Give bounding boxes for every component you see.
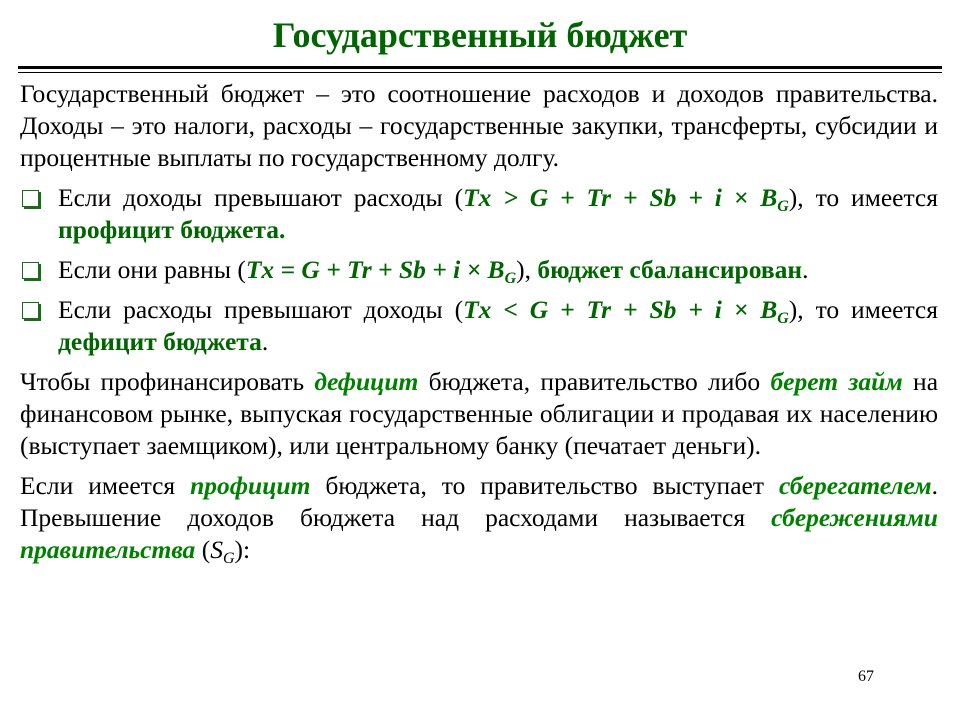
term-borrow: берет займ: [770, 367, 903, 396]
term-government-savings: сбережениями правительства: [20, 503, 938, 564]
bullet-deficit: Если расходы превышают доходы $(Tx < G + Tr + Sb + i \times B_G)$, то имеется дефицит бюджета.: [20, 294, 938, 358]
bullet-balanced: Если они равны $(Tx = G + Tr + Sb + i \times B_G)$, бюджет сбалансирован.: [20, 254, 938, 286]
title-divider-thick: [18, 66, 942, 69]
bullet-balanced-text2: ),: [516, 255, 538, 284]
savings-symbol: $S_G$: [210, 535, 235, 567]
bullet-surplus-text: Если доходы превышают расходы (: [58, 183, 464, 212]
bullet-deficit-text: Если расходы превышают доходы (: [58, 295, 464, 324]
bullet-deficit-text2: ), то имеется: [788, 295, 938, 324]
checkbox-bullet-icon: [22, 190, 39, 207]
term-surplus: профицит: [190, 471, 311, 500]
bullet-surplus-text2: ), то имеется: [788, 183, 938, 212]
slide-body: [20, 78, 938, 566]
surplus-savings-paragraph: Если имеется профицит бюджета, то правительство выступает сберегателем. Превышение доходов бюджета над расходами называется сбережениями правительства $(S_G)$:: [20, 471, 938, 567]
balanced-term: бюджет сбалансирован: [537, 255, 803, 284]
term-saver: сберегателем: [778, 471, 932, 500]
surplus-term: профицит бюджета: [58, 215, 279, 244]
slide-title: Государственный бюджет: [272, 15, 688, 55]
bullet-surplus: Если доходы превышают расходы $(Tx > G + Tr + Sb + i \times B_G)$, то имеется профицит бюджета.: [20, 182, 938, 246]
deficit-term: дефицит бюджета: [58, 327, 262, 356]
checkbox-bullet-icon: [22, 302, 39, 319]
checkbox-bullet-icon: [22, 262, 39, 279]
title-divider-thin: [18, 72, 942, 73]
page-number: 67: [858, 668, 874, 685]
definition-paragraph: Государственный бюджет – это соотношение расходов и доходов правительства. Доходы – это налоги, расходы – государственные закупки, трансферты, субсидии и процентные выплаты по государственному долгу.: [20, 79, 938, 172]
deficit-formula: $Tx < G + Tr + Sb + i \times B_G$: [463, 295, 789, 327]
deficit-financing-paragraph: Чтобы профинансировать дефицит бюджета, правительство либо берет займ на финансовом рынке, выпуская государственные облигации и продавая их населению (выступает заемщиком), или центральному банку (печатает деньги).: [20, 367, 939, 460]
balanced-formula: $Tx = G + Tr + Sb + i \times B_G$: [245, 255, 517, 287]
surplus-formula: $Tx > G + Tr + Sb + i \times B_G$: [463, 183, 789, 215]
term-deficit: дефицит: [314, 367, 419, 396]
bullet-balanced-text: Если они равны (: [58, 255, 246, 284]
